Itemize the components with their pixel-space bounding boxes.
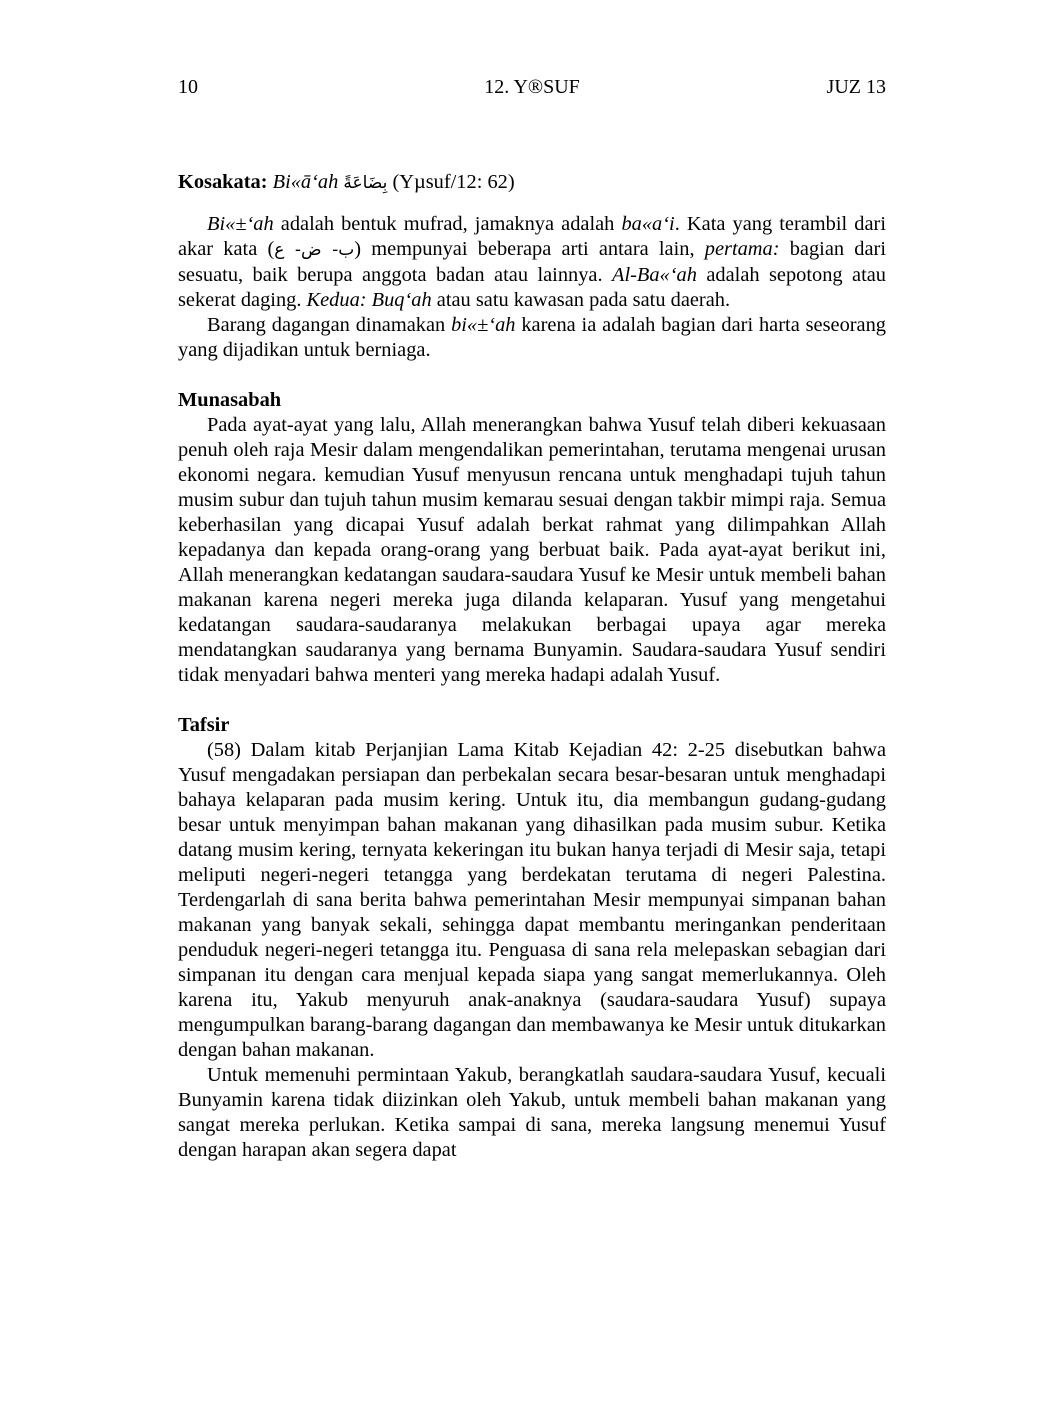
tafsir-heading: Tafsir [178,714,230,736]
page-header [178,76,886,102]
page-content [178,168,886,1163]
body-text: ) mempunyai beberapa arti antara lain, [354,238,705,260]
tafsir-paragraph-1: (58) Dalam kitab Perjanjian Lama Kitab Kejadian 42: 2-25 disebutkan bahwa Yusuf mengadakan persiapan dan perbekalan secara besar-besaran untuk menghadapi bahaya kelaparan pada musim kering. Untuk itu, dia membangun gudang-gudang besar untuk menyimpan bahan makanan yang dihasilkan pada musim subur. Ketika datang musim kering, ternyata kekeringan itu bukan hanya terjadi di Mesir saja, tetapi meliputi negeri-negeri tetangga yang berdekatan terutama di negeri Palestina. Terdengarlah di sana berita bahwa pemerintahan Mesir mempunyai simpanan bahan makanan yang banyak sekali, sehingga dapat membantu meringankan penderitaan penduduk negeri-negeri tetangga itu. Penguasa di sana rela melepaskan sebagian dari simpanan itu dengan cara menjual kepada siapa yang sangat memerlukannya. Oleh karena itu, Yakub menyuruh anak-anaknya (saudara-saudara Yusuf) supaya mengumpulkan barang-barang dagangan dan membawanya ke Mesir untuk ditukarkan dengan bahan makanan. [178,739,886,1061]
kosakata-ref: (Yµsuf/12: 62) [392,171,515,193]
body-text: . Kata yang terambil dari akar kata ( [178,213,886,260]
tafsir-paragraph-2: Untuk memenuhi permintaan Yakub, berangkatlah saudara-saudara Yusuf, kecuali Bunyamin karena tidak diizinkan oleh Yakub, untuk membeli bahan makanan yang sangat mereka perlukan. Ketika sampai di sana, mereka langsung menemui Yusuf dengan harapan akan segera dapat [178,1064,886,1161]
body-text: adalah sepotong atau sekerat daging. [178,264,887,311]
body-text: atau satu kawasan pada satu daerah. [431,289,731,311]
kosakata-paragraph-1 [178,212,886,313]
kosakata-arabic: بِضَاعَةً [343,173,388,193]
term-text: pertama: [704,238,780,260]
body-text: bagian dari sesuatu, baik berupa anggota badan atau lainnya. [178,238,886,286]
kosakata-heading [178,168,886,197]
root-arabic: ب- ض- ع [274,240,355,260]
body-text: adalah bentuk mufrad, jamaknya adalah [273,213,622,235]
body-text: Barang dagangan dinamakan [207,314,452,336]
term-text: Bi«±‘ah [207,213,274,235]
munasabah-paragraph: Pada ayat-ayat yang lalu, Allah menerangkan bahwa Yusuf telah diberi kekuasaan penuh oleh raja Mesir dalam mengendalikan pemerintahan, terutama mengenai urusan ekonomi negara. kemudian Yusuf menyusun rencana untuk menghadapi tujuh tahun musim subur dan tujuh tahun musim kemarau sesuai dengan takbir mimpi raja. Semua keberhasilan yang dicapai Yusuf adalah berkat rahmat yang dilimpahkan Allah kepadanya dan kepada orang-orang yang berbuat baik. Pada ayat-ayat berikut ini, Allah menerangkan kedatangan saudara-saudara Yusuf ke Mesir untuk membeli bahan makanan karena negeri mereka juga dilanda kelaparan. Yusuf yang mengetahui kedatangan saudara-saudaranya melakukan berbagai upaya agar mereka mendatangkan saudaranya yang bernama Bunyamin. Saudara-saudara Yusuf sendiri tidak menyadari bahwa menteri yang mereka hadapi adalah Yusuf. [178,414,886,686]
munasabah-heading: Munasabah [178,389,282,411]
body-text: karena ia adalah bagian dari harta seseorang yang dijadikan untuk berniaga. [178,314,886,361]
kosakata-paragraph-2 [178,313,886,363]
kosakata-label: Kosakata: [178,171,268,193]
term-text: ba«a‘i [621,213,675,235]
kosakata-term: Bi«ā‘ah [272,171,339,193]
term-text: bi«±‘ah [451,314,516,336]
page-number: 10 [178,76,198,98]
term-text: Al-Ba«‘ah [611,264,697,286]
juz-label: JUZ 13 [826,76,886,98]
term-text: Kedua: Buq‘ah [306,289,432,311]
chapter-title: 12. Y®SUF [484,76,580,98]
